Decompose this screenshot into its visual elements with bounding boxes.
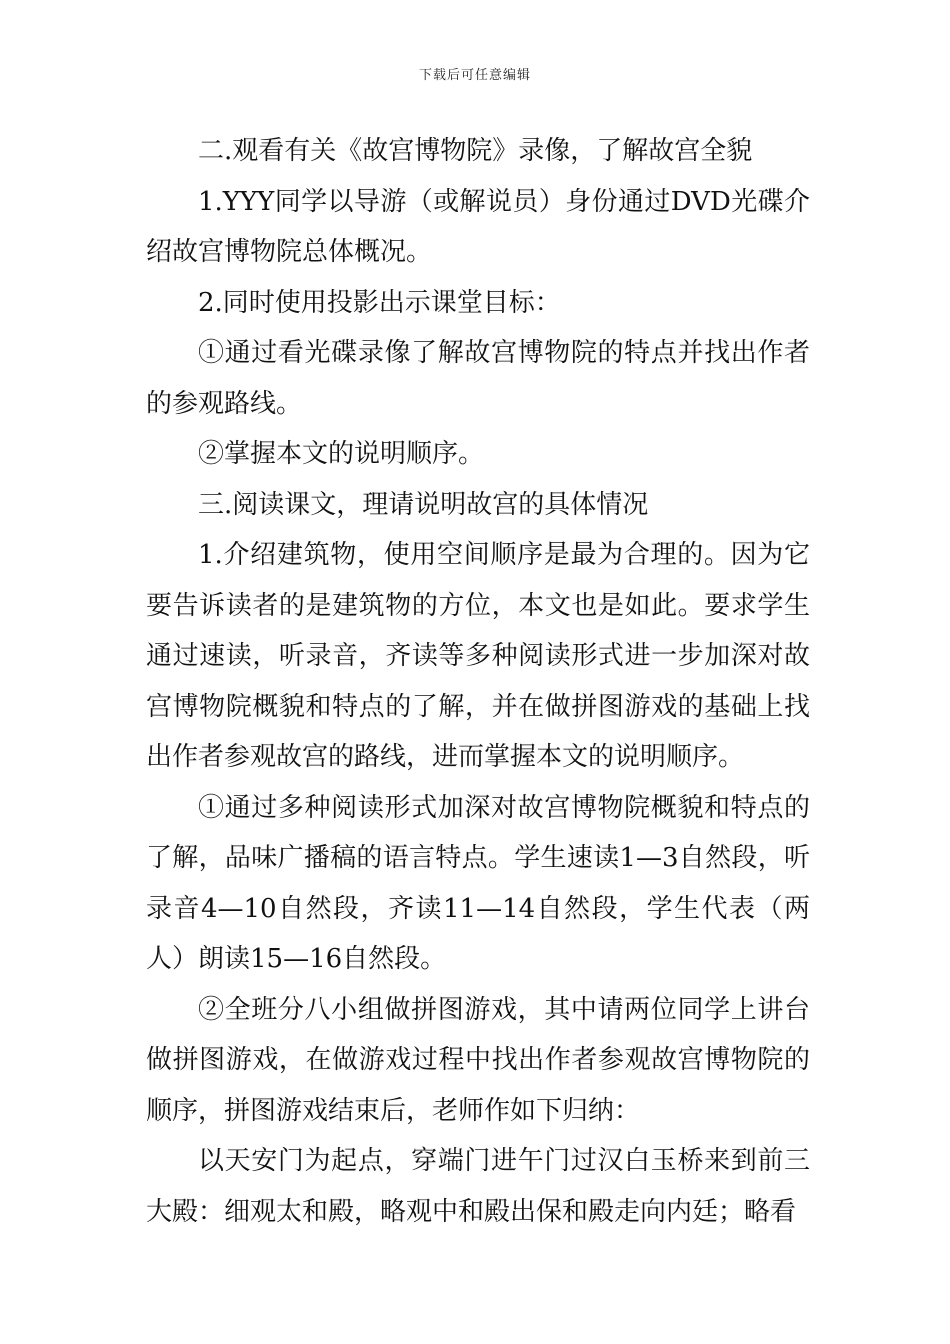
- document-body: [146, 126, 810, 1237]
- paragraph: 1.YYY同学以导游（或解说员）身份通过DVD光碟介绍故宫博物院总体概况。: [146, 186, 810, 267]
- header-note: 下载后可任意编辑: [418, 68, 531, 83]
- paragraph: ②全班分八小组做拼图游戏，其中请两位同学上讲台做拼图游戏，在做游戏过程中找出作者参观故宫博物院的顺序，拼图游戏结束后，老师作如下归纳：: [146, 994, 810, 1126]
- paragraph: 以天安门为起点，穿端门进午门过汉白玉桥来到前三大殿：细观太和殿，略观中和殿出保和殿走向内廷；略看: [146, 1146, 810, 1227]
- paragraph: 三.阅读课文，理请说明故宫的具体情况: [198, 489, 649, 520]
- paragraph: ②掌握本文的说明顺序。: [198, 439, 485, 469]
- paragraph: 1.介绍建筑物，使用空间顺序是最为合理的。因为它要告诉读者的是建筑物的方位，本文也是如此。要求学生通过速读，听录音，齐读等多种阅读形式进一步加深对故宫博物院概貌和特点的了解，并在做拼图游戏的基础上找出作者参观故宫的路线，进而掌握本文的说明顺序。: [146, 540, 810, 772]
- paragraph: 2.同时使用投影出示课堂目标：: [198, 287, 561, 318]
- paragraph: 二.观看有关《故宫博物院》录像，了解故宫全貌: [198, 136, 753, 166]
- paragraph: ①通过多种阅读形式加深对故宫博物院概貌和特点的了解，品味广播稿的语言特点。学生速读1—3自然段，听录音4—10自然段，齐读11—14自然段，学生代表（两人）朗读15—16自然段。: [146, 792, 810, 974]
- paragraph: ①通过看光碟录像了解故宫博物院的特点并找出作者的参观路线。: [146, 338, 810, 419]
